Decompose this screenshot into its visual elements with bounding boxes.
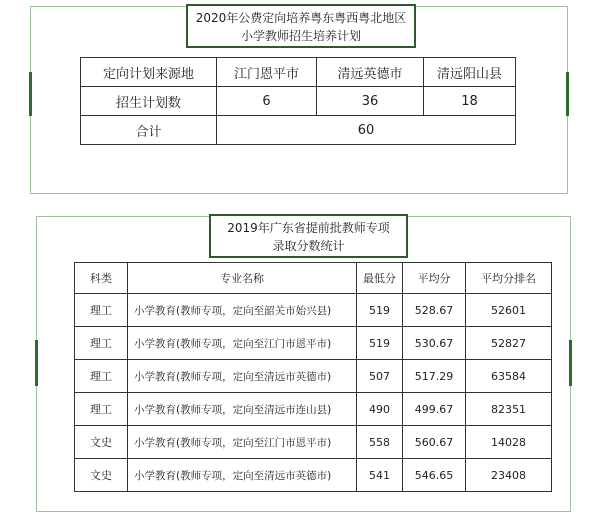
score-title-line2: 录取分数统计	[272, 239, 345, 253]
score-header-rank: 平均分排名	[466, 263, 552, 294]
plan-count-enping: 6	[217, 87, 317, 116]
plan-title-line2: 小学教师招生培养计划	[240, 29, 361, 43]
row-major: 小学教育(教师专项，定向至江门市恩平市)	[128, 426, 357, 459]
score-header-major: 专业名称	[128, 263, 357, 294]
row-avg-score: 499.67	[403, 393, 466, 426]
row-major: 小学教育(教师专项，定向至江门市恩平市)	[128, 327, 357, 360]
score-header-category: 科类	[75, 263, 128, 294]
score-header-row	[75, 263, 552, 294]
right-accent-bar-bottom	[569, 340, 572, 386]
row-avg-score: 517.29	[403, 360, 466, 393]
row-avg-rank: 52601	[466, 294, 552, 327]
row-avg-score: 546.65	[403, 459, 466, 492]
plan-header-row	[81, 58, 516, 87]
plan-count-label: 招生计划数	[81, 87, 217, 116]
plan-total-value: 60	[217, 116, 516, 145]
plan-col-yingde: 清远英德市	[317, 58, 424, 87]
plan-count-row	[81, 87, 516, 116]
plan-source-label: 定向计划来源地	[81, 58, 217, 87]
row-major: 小学教育(教师专项，定向至清远市英德市)	[128, 360, 357, 393]
plan-title-box	[186, 4, 416, 48]
right-accent-bar-top	[566, 72, 569, 116]
row-min-score: 490	[357, 393, 403, 426]
row-category: 理工	[75, 327, 128, 360]
row-avg-rank: 23408	[466, 459, 552, 492]
score-header-avg: 平均分	[403, 263, 466, 294]
row-avg-rank: 63584	[466, 360, 552, 393]
row-min-score: 558	[357, 426, 403, 459]
table-row	[75, 459, 552, 492]
row-avg-rank: 82351	[466, 393, 552, 426]
row-category: 文史	[75, 459, 128, 492]
row-min-score: 541	[357, 459, 403, 492]
table-row	[75, 327, 552, 360]
table-row	[75, 294, 552, 327]
plan-col-enping: 江门恩平市	[217, 58, 317, 87]
plan-count-yingde: 36	[317, 87, 424, 116]
row-major: 小学教育(教师专项，定向至韶关市始兴县)	[128, 294, 357, 327]
row-min-score: 507	[357, 360, 403, 393]
left-accent-bar-top	[29, 72, 32, 116]
plan-total-label: 合计	[81, 116, 217, 145]
row-min-score: 519	[357, 294, 403, 327]
row-category: 理工	[75, 360, 128, 393]
row-avg-rank: 14028	[466, 426, 552, 459]
row-avg-rank: 52827	[466, 327, 552, 360]
score-table	[74, 262, 552, 492]
plan-title-line1: 2020年公费定向培养粤东粤西粤北地区	[195, 11, 407, 25]
row-category: 文史	[75, 426, 128, 459]
row-avg-score: 560.67	[403, 426, 466, 459]
row-major: 小学教育(教师专项，定向至清远市连山县)	[128, 393, 357, 426]
score-title-line1: 2019年广东省提前批教师专项	[227, 221, 390, 235]
table-row	[75, 393, 552, 426]
plan-col-yangshan: 清远阳山县	[424, 58, 516, 87]
score-header-min: 最低分	[357, 263, 403, 294]
row-category: 理工	[75, 393, 128, 426]
score-title-box	[209, 214, 408, 258]
row-avg-score: 530.67	[403, 327, 466, 360]
row-min-score: 519	[357, 327, 403, 360]
plan-table	[80, 57, 516, 145]
table-row	[75, 360, 552, 393]
plan-total-row	[81, 116, 516, 145]
plan-count-yangshan: 18	[424, 87, 516, 116]
left-accent-bar-bottom	[35, 340, 38, 386]
row-avg-score: 528.67	[403, 294, 466, 327]
row-category: 理工	[75, 294, 128, 327]
table-row	[75, 426, 552, 459]
row-major: 小学教育(教师专项，定向至清远市英德市)	[128, 459, 357, 492]
